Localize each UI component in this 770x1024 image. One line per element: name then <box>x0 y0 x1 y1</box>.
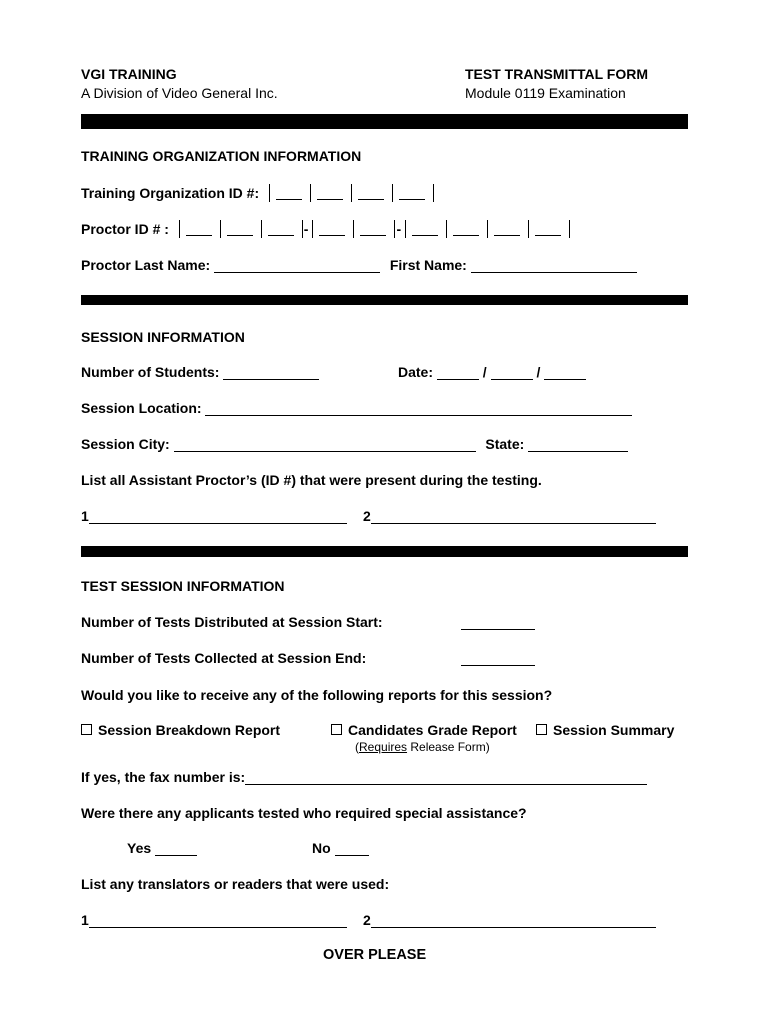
special-assistance-prompt: Were there any applicants tested who required special assistance? <box>81 805 527 821</box>
proctor-id-box-7[interactable] <box>446 220 483 238</box>
tests-collected-field[interactable] <box>461 651 535 666</box>
proctor-id-end <box>569 220 570 238</box>
proctor-id-box-5[interactable] <box>353 220 390 238</box>
num-students-field[interactable] <box>223 365 319 380</box>
report-grade-option[interactable] <box>331 722 517 738</box>
report-grade-checkbox[interactable] <box>331 724 342 735</box>
report-grade-note <box>355 740 490 754</box>
proctor-id-box-3[interactable] <box>261 220 298 238</box>
reports-prompt: Would you like to receive any of the following reports for this session? <box>81 687 553 703</box>
translator-2-row <box>363 912 656 928</box>
report-breakdown-label: Session Breakdown Report <box>98 722 281 738</box>
proctor-id-box-8[interactable] <box>487 220 524 238</box>
assistant-proctor-1-field[interactable] <box>89 509 347 524</box>
date-day-field[interactable] <box>491 365 533 380</box>
form-title: TEST TRANSMITTAL FORM <box>465 66 649 82</box>
proctor-id-box-2[interactable] <box>220 220 257 238</box>
fax-number-field[interactable] <box>245 770 647 785</box>
date-row <box>398 364 586 380</box>
proctor-id-dash-2: - <box>396 221 402 237</box>
date-month-field[interactable] <box>437 365 479 380</box>
tests-distributed-label: Number of Tests Distributed at Session Start: <box>81 614 383 630</box>
assistant-proctor-prompt: List all Assistant Proctor’s (ID #) that were present during the testing. <box>81 472 542 488</box>
state-label: State: <box>485 436 525 452</box>
tests-distributed-row <box>461 614 535 632</box>
session-location-row <box>81 400 632 416</box>
section-divider-bar <box>81 546 688 557</box>
proctor-id-divider-1 <box>302 220 303 238</box>
session-city-field[interactable] <box>174 437 476 452</box>
org-id-end <box>433 184 434 202</box>
date-label: Date: <box>398 364 434 380</box>
session-city-row <box>81 436 628 452</box>
proctor-id-row <box>81 220 570 238</box>
session-section-title: SESSION INFORMATION <box>81 329 245 345</box>
tests-collected-row <box>461 650 535 668</box>
assistant-proctor-2-row <box>363 508 656 524</box>
tests-collected-label: Number of Tests Collected at Session End: <box>81 650 367 666</box>
first-name-label: First Name: <box>389 257 467 273</box>
proctor-id-divider-2 <box>394 220 395 238</box>
num-students-row <box>81 364 319 380</box>
proctor-last-name-label: Proctor Last Name: <box>81 257 211 273</box>
training-org-id-label: Training Organization ID #: <box>81 185 260 201</box>
training-org-id-row <box>81 184 434 202</box>
proctor-id-box-1[interactable] <box>179 220 216 238</box>
proctor-last-name-field[interactable] <box>214 258 380 273</box>
state-field[interactable] <box>528 437 628 452</box>
proctor-id-box-6[interactable] <box>405 220 442 238</box>
proctor-name-row <box>81 257 637 273</box>
report-grade-note-requires: Requires <box>359 740 408 754</box>
num-students-label: Number of Students: <box>81 364 220 380</box>
fax-row <box>81 769 647 785</box>
special-yes-field[interactable] <box>155 841 197 856</box>
assistant-proctor-2-field[interactable] <box>371 509 656 524</box>
over-please-label: OVER PLEASE <box>323 947 427 963</box>
form-subtitle: Module 0119 Examination <box>465 85 626 101</box>
translators-prompt: List any translators or readers that were used: <box>81 876 390 892</box>
org-title: VGI TRAINING <box>81 66 177 82</box>
org-id-box-2[interactable] <box>310 184 347 202</box>
proctor-id-label: Proctor ID # : <box>81 221 169 237</box>
translator-1-row <box>81 912 347 928</box>
session-location-label: Session Location: <box>81 400 202 416</box>
org-id-box-4[interactable] <box>392 184 429 202</box>
assistant-proctor-1-row <box>81 508 347 524</box>
special-no-label: No <box>312 840 331 856</box>
date-year-field[interactable] <box>544 365 586 380</box>
session-location-field[interactable] <box>205 401 632 416</box>
proctor-id-dash-1: - <box>303 221 309 237</box>
special-no-field[interactable] <box>335 841 369 856</box>
assistant-proctor-2-number: 2 <box>363 508 371 524</box>
report-grade-label: Candidates Grade Report <box>348 722 517 738</box>
translator-2-field[interactable] <box>371 913 656 928</box>
test-session-section-title: TEST SESSION INFORMATION <box>81 578 285 594</box>
fax-label: If yes, the fax number is: <box>81 769 246 785</box>
section-divider-bar <box>81 295 688 305</box>
date-separator-1: / <box>482 364 487 380</box>
report-breakdown-option[interactable] <box>81 722 280 738</box>
proctor-id-box-4[interactable] <box>312 220 349 238</box>
assistant-proctor-1-number: 1 <box>81 508 89 524</box>
translator-1-field[interactable] <box>89 913 347 928</box>
training-org-section-title: TRAINING ORGANIZATION INFORMATION <box>81 148 362 164</box>
special-yes-row <box>127 840 197 856</box>
report-summary-option[interactable] <box>536 722 674 738</box>
report-grade-note-open: ( <box>355 740 359 754</box>
org-subtitle: A Division of Video General Inc. <box>81 85 278 101</box>
session-city-label: Session City: <box>81 436 170 452</box>
first-name-field[interactable] <box>471 258 637 273</box>
org-id-box-1[interactable] <box>269 184 306 202</box>
report-summary-checkbox[interactable] <box>536 724 547 735</box>
report-grade-note-rest: Release Form) <box>407 740 490 754</box>
translator-1-number: 1 <box>81 912 89 928</box>
tests-distributed-field[interactable] <box>461 615 535 630</box>
report-breakdown-checkbox[interactable] <box>81 724 92 735</box>
org-id-box-3[interactable] <box>351 184 388 202</box>
special-no-row <box>312 840 369 856</box>
special-yes-label: Yes <box>127 840 152 856</box>
report-summary-label: Session Summary <box>553 722 675 738</box>
translator-2-number: 2 <box>363 912 371 928</box>
section-divider-bar <box>81 114 688 129</box>
proctor-id-box-9[interactable] <box>528 220 565 238</box>
date-separator-2: / <box>536 364 541 380</box>
